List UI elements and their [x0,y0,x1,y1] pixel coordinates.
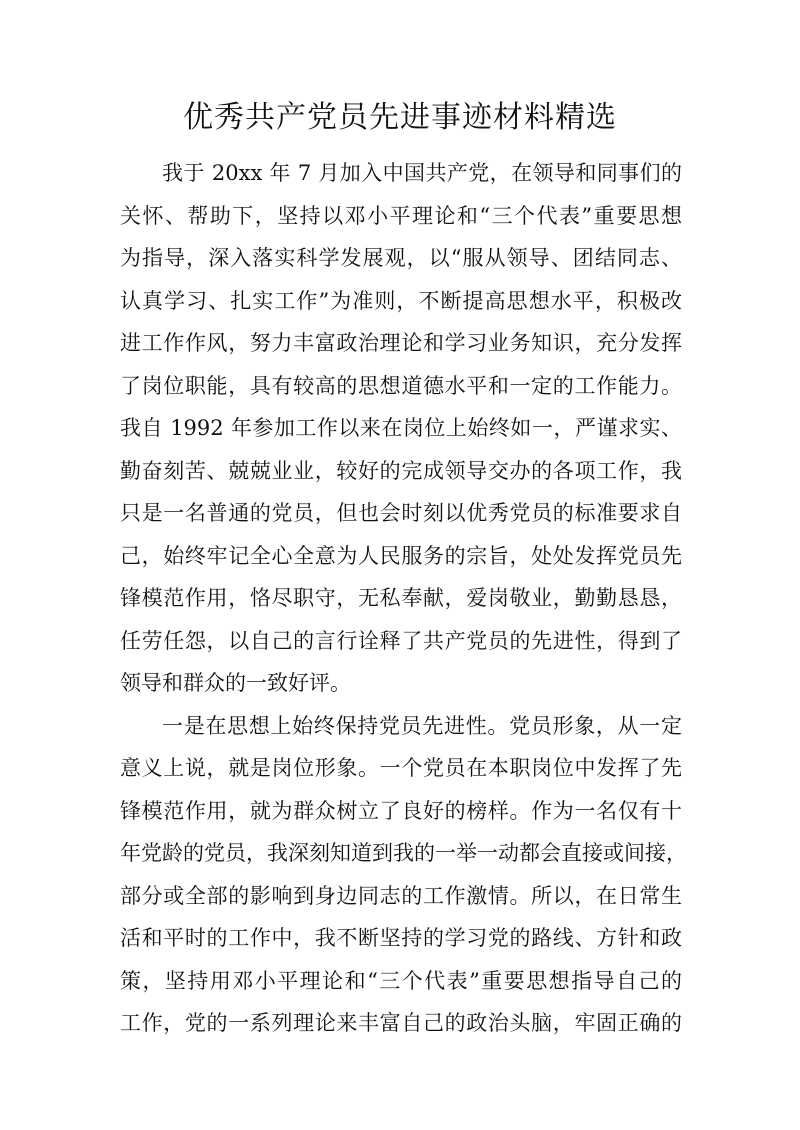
paragraph-2-line-3: 锋模范作用，就为群众树立了良好的榜样。作为一名仅有十 [120,799,682,823]
paragraph-1-line-11: 锋模范作用，恪尽职守，无私奉献，爱岗敬业，勤勤恳恳， [120,586,682,610]
paragraph-2-line-2: 意义上说，就是岗位形象。一个党员在本职岗位中发挥了先 [120,756,682,780]
paragraph-2-line-6: 活和平时的工作中，我不断坚持的学习党的路线、方针和政 [120,926,682,950]
paragraph-2-line-5: 部分或全部的影响到身边同志的工作激情。所以，在日常生 [120,884,682,908]
paragraph-1-line-5: 进工作作风，努力丰富政治理论和学习业务知识，充分发挥 [120,331,682,355]
paragraph-1-line-13: 领导和群众的一致好评。 [120,671,351,695]
paragraph-1-line-7: 我自 1992 年参加工作以来在岗位上始终如一，严谨求实、 [120,416,682,440]
document-title: 优秀共产党员先进事迹材料精选 [183,100,617,135]
paragraph-1-line-12: 任劳任怨，以自己的言行诠释了共产党员的先进性，得到了 [120,629,682,653]
paragraph-1-line-10: 己，始终牢记全心全意为人民服务的宗旨，处处发挥党员先 [120,544,682,568]
paragraph-1-line-9: 只是一名普通的党员，但也会时刻以优秀党员的标准要求自 [120,501,682,525]
paragraph-1-line-1: 我于 20xx 年 7 月加入中国共产党，在领导和同事们的 [162,161,682,185]
paragraph-2-line-1: 一是在思想上始终保持党员先进性。党员形象，从一定 [162,714,682,738]
paragraph-1-line-8: 勤奋刻苦、兢兢业业，较好的完成领导交办的各项工作，我 [120,459,682,483]
paragraph-1-line-4: 认真学习、扎实工作”为准则，不断提高思想水平，积极改 [120,289,682,313]
paragraph-2-line-7: 策，坚持用邓小平理论和“三个代表”重要思想指导自己的 [120,969,682,993]
paragraph-2-line-8: 工作，党的一系列理论来丰富自己的政治头脑，牢固正确的 [120,1011,682,1035]
paragraph-1-line-3: 为指导，深入落实科学发展观，以“服从领导、团结同志、 [120,246,682,270]
paragraph-2-line-4: 年党龄的党员，我深刻知道到我的一举一动都会直接或间接， [120,841,687,865]
paragraph-1-line-6: 了岗位职能，具有较高的思想道德水平和一定的工作能力。 [120,374,682,398]
paragraph-1-line-2: 关怀、帮助下，坚持以邓小平理论和“三个代表”重要思想 [120,204,682,228]
